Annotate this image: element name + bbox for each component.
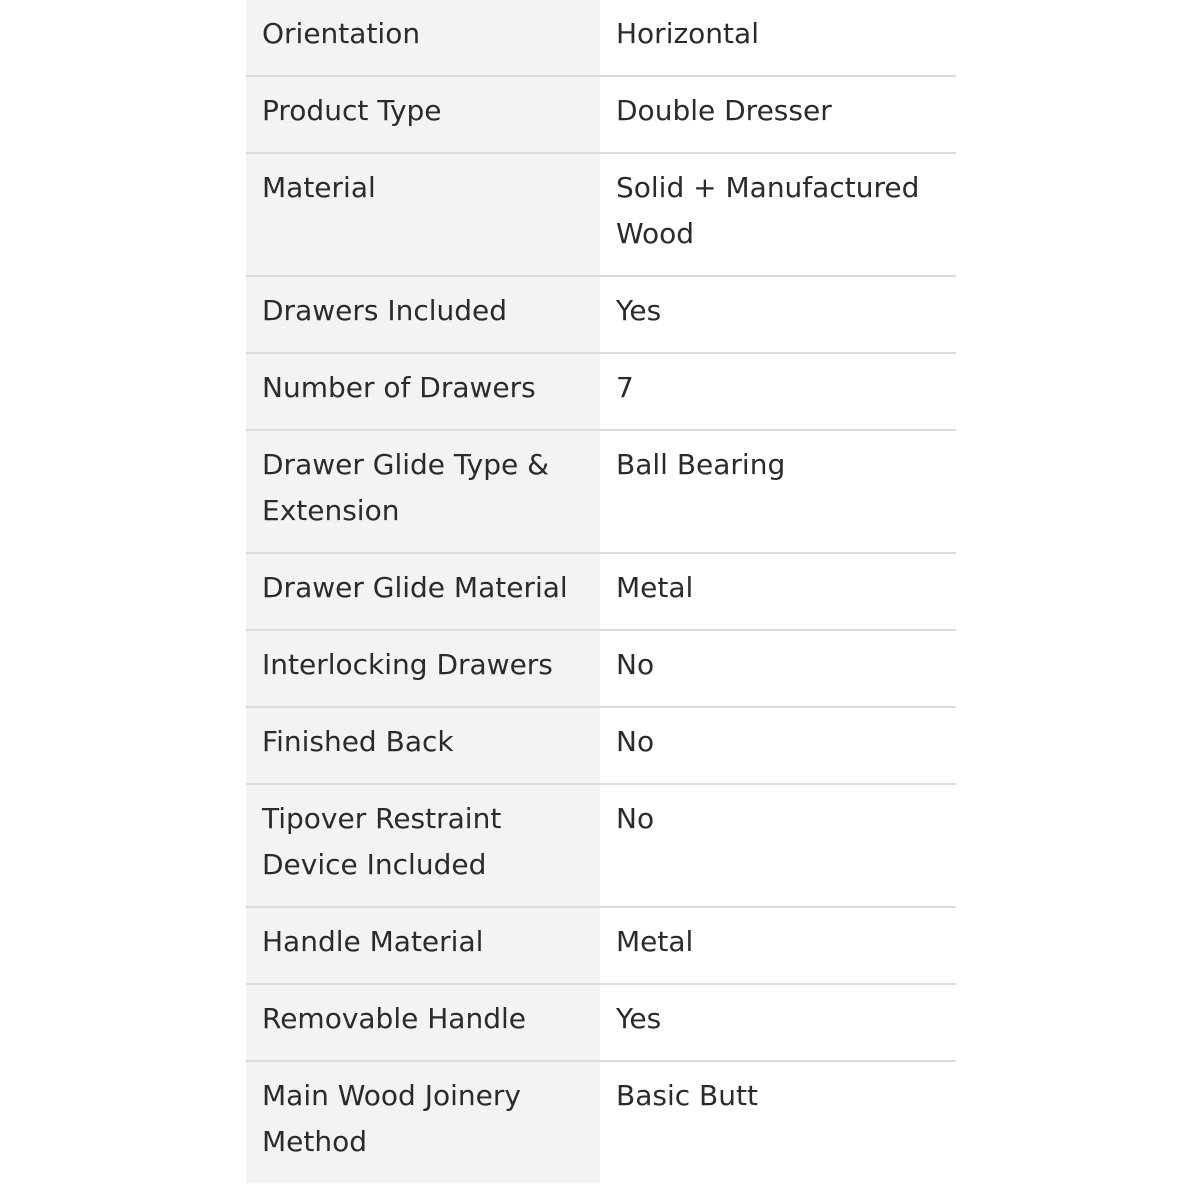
spec-label: Drawer Glide Type & Extension [246,430,600,553]
spec-row-number-of-drawers [246,353,956,430]
spec-row-drawer-glide-material [246,553,956,630]
spec-value: No [600,784,956,907]
spec-label: Handle Material [246,907,600,984]
spec-value: No [600,630,956,707]
spec-row-finished-back [246,707,956,784]
spec-row-product-type [246,76,956,153]
spec-row-interlocking-drawers [246,630,956,707]
spec-row-handle-material [246,907,956,984]
spec-value: Basic Butt [600,1061,956,1183]
specifications-body [246,0,956,1183]
spec-label: Drawer Glide Material [246,553,600,630]
spec-value: Ball Bearing [600,430,956,553]
spec-value: Horizontal [600,0,956,76]
spec-value: Double Dresser [600,76,956,153]
spec-value: Solid + Manufactured Wood [600,153,956,276]
spec-label: Product Type [246,76,600,153]
spec-value: Yes [600,276,956,353]
spec-row-wood-joinery-method [246,1061,956,1183]
spec-label: Orientation [246,0,600,76]
spec-value: Yes [600,984,956,1061]
spec-row-material [246,153,956,276]
spec-row-removable-handle [246,984,956,1061]
spec-label: Number of Drawers [246,353,600,430]
product-specifications-table [246,0,956,1183]
spec-row-orientation [246,0,956,76]
spec-label: Finished Back [246,707,600,784]
spec-label: Interlocking Drawers [246,630,600,707]
spec-row-drawer-glide-type [246,430,956,553]
spec-value: Metal [600,907,956,984]
spec-label: Material [246,153,600,276]
spec-label: Tipover Restraint Device Included [246,784,600,907]
spec-label: Drawers Included [246,276,600,353]
spec-label: Main Wood Joinery Method [246,1061,600,1183]
spec-row-tipover-restraint [246,784,956,907]
spec-row-drawers-included [246,276,956,353]
spec-label: Removable Handle [246,984,600,1061]
spec-value: Metal [600,553,956,630]
spec-value: No [600,707,956,784]
spec-value: 7 [600,353,956,430]
